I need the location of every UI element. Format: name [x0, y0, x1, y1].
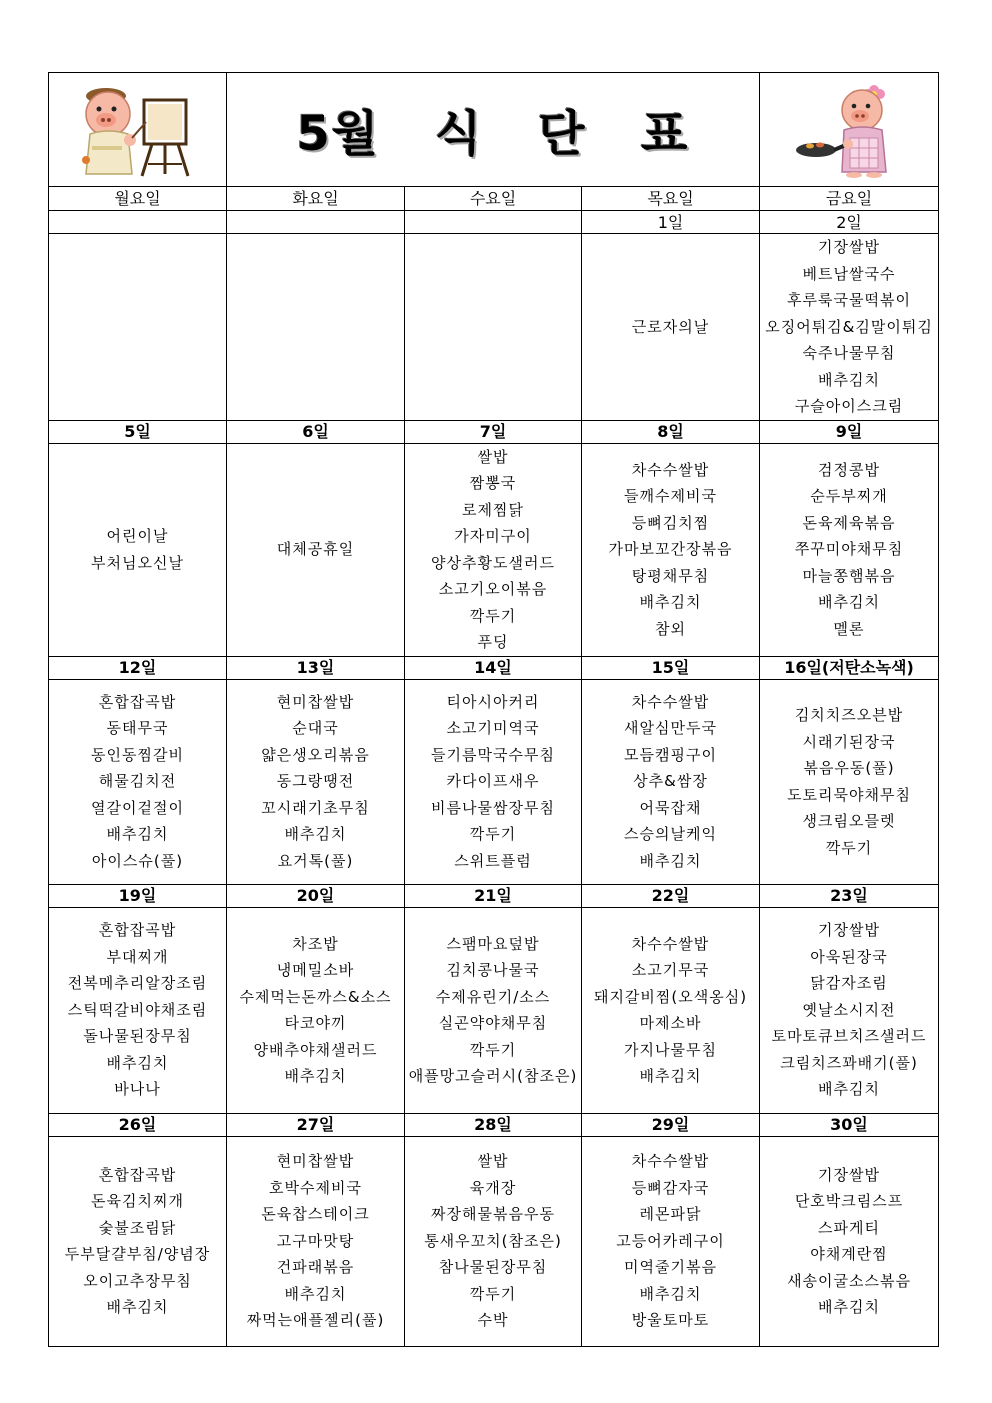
menu-item: 두부달걀부침/양념장	[64, 1245, 211, 1263]
menu-item: 스승의날케익	[624, 825, 717, 844]
menu-item: 차수수쌀밥	[631, 460, 710, 479]
date-cell-wed: 7일	[405, 420, 582, 443]
date-cell-tue: 20일	[227, 884, 405, 907]
menu-item: 해물김치전	[98, 772, 177, 791]
menu-item: 배추김치	[639, 1284, 702, 1303]
menu-item: 카다이프새우	[446, 772, 540, 791]
menu-item: 동그랑땡전	[276, 772, 355, 791]
menu-cell-mon	[49, 1136, 227, 1346]
date-row	[49, 420, 939, 443]
menu-item: 기장쌀밥	[818, 921, 881, 940]
menu-cell-wed	[405, 907, 582, 1113]
menu-item: 동인동찜갈비	[91, 745, 184, 764]
date-row	[49, 656, 939, 679]
menu-item: 타코야끼	[284, 1014, 347, 1032]
menu-item: 깍두기	[469, 1040, 517, 1059]
menu-cell-tue	[227, 234, 405, 421]
menu-item: 배추김치	[106, 1298, 169, 1316]
menu-item: 닭감자조림	[810, 974, 888, 993]
menu-cell-fri	[760, 1136, 939, 1346]
menu-cell-fri	[760, 907, 939, 1113]
menu-item: 오이고추장무침	[83, 1271, 192, 1290]
title-cell	[227, 73, 760, 187]
menu-cell-tue	[227, 443, 405, 656]
menu-item: 참외	[655, 619, 686, 638]
menu-item: 방울토마토	[631, 1311, 710, 1330]
menu-cell-thu	[582, 234, 760, 421]
menu-item: 야채계란찜	[810, 1245, 888, 1263]
menu-item: 짜먹는애플젤리(풀)	[246, 1311, 385, 1330]
date-cell-tue: 13일	[227, 656, 405, 679]
menu-item: 배추김치	[818, 1298, 881, 1316]
menu-item: 깍두기	[469, 606, 517, 625]
menu-item: 소고기오이볶음	[438, 580, 548, 598]
menu-item: 후루룩국물떡볶이	[787, 291, 911, 309]
menu-item: 생크림오믈렛	[802, 812, 896, 830]
date-cell-thu: 15일	[582, 656, 760, 679]
menu-item: 양상추황도샐러드	[431, 553, 555, 572]
menu-item: 구슬아이스크림	[794, 397, 904, 415]
menu-row	[49, 679, 939, 884]
date-cell-mon: 26일	[49, 1113, 227, 1136]
menu-item: 수제먹는돈까스&소스	[239, 987, 392, 1006]
menu-item: 가자미구이	[454, 527, 532, 545]
menu-cell-wed	[405, 443, 582, 656]
menu-item: 어묵잡채	[639, 798, 702, 817]
menu-cell-fri	[760, 679, 939, 884]
menu-item: 김치치즈오븐밥	[794, 706, 904, 724]
date-cell-thu: 8일	[582, 420, 760, 443]
date-cell-mon: 5일	[49, 420, 227, 443]
menu-item: 짬뽕국	[469, 474, 517, 492]
menu-row	[49, 443, 939, 656]
menu-item: 차수수쌀밥	[631, 692, 710, 711]
menu-cell-mon	[49, 234, 227, 421]
menu-item: 소고기무국	[631, 961, 710, 979]
menu-item: 배추김치	[284, 1067, 347, 1085]
menu-item: 마늘쫑햄볶음	[802, 566, 896, 585]
date-cell-wed: 28일	[405, 1113, 582, 1136]
menu-item: 배추김치	[106, 825, 169, 844]
weekday-row	[49, 187, 939, 211]
menu-item: 돼지갈비찜(오색옹심)	[593, 987, 748, 1006]
menu-item: 현미찹쌀밥	[276, 692, 355, 711]
weekday-fri: 금요일	[760, 187, 939, 211]
menu-item: 새알심만두국	[624, 719, 717, 738]
menu-cell-tue	[227, 1136, 405, 1346]
menu-item: 육개장	[469, 1178, 517, 1197]
menu-item: 차조밥	[292, 934, 339, 953]
menu-item: 꼬시래기초무침	[261, 798, 370, 817]
menu-item: 배추김치	[818, 370, 881, 389]
menu-item: 옛날소시지전	[802, 1000, 896, 1019]
menu-item: 비름나물쌈장무침	[431, 798, 555, 817]
menu-item: 배추김치	[284, 825, 347, 844]
menu-item: 푸딩	[477, 633, 509, 651]
menu-item: 부처님오신날	[91, 553, 184, 572]
menu-item: 얇은생오리볶음	[261, 745, 370, 764]
menu-item: 양배추야채샐러드	[253, 1040, 378, 1059]
menu-row	[49, 234, 939, 421]
menu-item: 들기름막국수무침	[431, 745, 555, 764]
menu-cell-thu	[582, 679, 760, 884]
menu-item: 단호박크림스프	[794, 1192, 904, 1210]
menu-item: 동태무국	[106, 719, 169, 738]
date-row	[49, 211, 939, 234]
date-cell-thu: 22일	[582, 884, 760, 907]
date-cell-mon: 12일	[49, 656, 227, 679]
menu-item: 바나나	[114, 1080, 161, 1099]
meal-calendar-table	[48, 72, 939, 1347]
date-cell-fri: 30일	[760, 1113, 939, 1136]
menu-item: 기장쌀밥	[818, 1165, 881, 1184]
menu-item: 참나물된장무침	[438, 1258, 548, 1277]
menu-item: 배추김치	[639, 1067, 702, 1085]
menu-item: 쭈꾸미야채무침	[794, 540, 904, 559]
menu-item: 짜장해물볶음우동	[431, 1205, 555, 1224]
menu-item: 스파게티	[818, 1218, 881, 1237]
menu-item: 배추김치	[106, 1053, 169, 1072]
title-month: 5월	[296, 106, 381, 162]
title-char-2: 단	[538, 106, 587, 162]
date-cell-tue: 27일	[227, 1113, 405, 1136]
menu-item: 기장쌀밥	[818, 238, 881, 256]
menu-item: 차수수쌀밥	[631, 1152, 710, 1171]
menu-item: 어린이날	[106, 527, 169, 545]
menu-item: 현미찹쌀밥	[276, 1152, 355, 1171]
title-char-1: 식	[434, 106, 484, 162]
header-row	[49, 73, 939, 187]
menu-item: 순대국	[292, 719, 339, 738]
menu-item: 열갈이겉절이	[91, 798, 184, 817]
menu-item: 스팸마요덮밥	[446, 934, 540, 953]
menu-item: 혼합잡곡밥	[98, 692, 177, 711]
date-row	[49, 1113, 939, 1136]
menu-item: 미역줄기볶음	[624, 1258, 717, 1277]
menu-item: 도토리묵야채무침	[787, 785, 911, 804]
menu-item: 가마보꼬간장볶음	[608, 540, 733, 559]
menu-row	[49, 907, 939, 1113]
weekday-wed: 수요일	[405, 187, 582, 211]
pig-painter-icon	[78, 82, 198, 178]
menu-item: 돈육김치찌개	[91, 1192, 184, 1210]
menu-row	[49, 1136, 939, 1346]
menu-item: 고등어카레구이	[616, 1231, 725, 1250]
menu-item: 통새우꼬치(참조은)	[424, 1231, 562, 1250]
date-cell-wed: 21일	[405, 884, 582, 907]
menu-item: 검정콩밥	[818, 460, 881, 479]
menu-cell-mon	[49, 907, 227, 1113]
menu-item: 오징어튀김&김말이튀김	[765, 317, 933, 336]
date-cell-thu: 29일	[582, 1113, 760, 1136]
date-cell-fri: 9일	[760, 420, 939, 443]
menu-cell-mon	[49, 443, 227, 656]
date-cell-mon	[49, 211, 227, 234]
menu-item: 가지나물무침	[624, 1040, 717, 1059]
menu-item: 쌀밥	[477, 447, 509, 466]
menu-item: 배추김치	[818, 593, 881, 612]
menu-item: 레몬파닭	[639, 1205, 702, 1224]
menu-item: 숯불조림닭	[98, 1218, 177, 1237]
menu-cell-wed	[405, 679, 582, 884]
header-right-image-cell	[760, 73, 939, 187]
menu-item: 깍두기	[825, 838, 873, 857]
title-char-3: 표	[641, 106, 690, 162]
menu-item: 탕평채무침	[631, 566, 710, 585]
menu-item: 전복메추리알장조림	[67, 974, 208, 993]
menu-cell-thu	[582, 907, 760, 1113]
menu-item: 실곤약야채무침	[438, 1014, 548, 1032]
menu-item: 냉메밀소바	[276, 961, 355, 979]
menu-cell-tue	[227, 679, 405, 884]
menu-item: 들깨수제비국	[624, 487, 717, 506]
menu-item: 차수수쌀밥	[631, 934, 710, 953]
menu-cell-wed	[405, 1136, 582, 1346]
header-left-image-cell	[49, 73, 227, 187]
menu-item: 부대찌개	[106, 947, 169, 966]
menu-item: 순두부찌개	[810, 487, 888, 506]
menu-item: 수박	[477, 1311, 509, 1330]
menu-cell-thu	[582, 1136, 760, 1346]
pig-chef-icon	[794, 80, 904, 180]
date-cell-wed: 14일	[405, 656, 582, 679]
menu-item: 고구마맛탕	[276, 1231, 355, 1250]
date-cell-fri: 16일(저탄소녹색)	[760, 656, 939, 679]
menu-cell-fri	[760, 443, 939, 656]
date-cell-fri: 23일	[760, 884, 939, 907]
menu-cell-fri	[760, 234, 939, 421]
menu-item: 로제찜닭	[462, 500, 524, 519]
menu-item: 모듬캠핑구이	[624, 745, 717, 764]
date-cell-mon: 19일	[49, 884, 227, 907]
weekday-mon: 월요일	[49, 187, 227, 211]
date-cell-tue	[227, 211, 405, 234]
menu-item: 배추김치	[818, 1080, 881, 1099]
date-cell-thu: 1일	[582, 211, 760, 234]
page-title	[227, 95, 759, 164]
menu-item: 아욱된장국	[810, 947, 888, 966]
menu-item: 혼합잡곡밥	[98, 921, 177, 940]
menu-item: 요거톡(풀)	[277, 851, 354, 870]
menu-item: 멜론	[833, 619, 865, 638]
menu-cell-tue	[227, 907, 405, 1113]
menu-item: 애플망고슬러시(참조은)	[408, 1067, 578, 1085]
menu-item: 깍두기	[469, 1284, 517, 1303]
menu-item: 근로자의날	[631, 317, 710, 336]
menu-item: 마제소바	[639, 1014, 702, 1032]
menu-item: 배추김치	[639, 851, 702, 870]
menu-item: 등뼈감자국	[631, 1178, 710, 1197]
menu-item: 깍두기	[469, 825, 517, 844]
menu-item: 스위트플럼	[454, 851, 532, 870]
weekday-thu: 목요일	[582, 187, 760, 211]
menu-item: 호박수제비국	[269, 1178, 362, 1197]
menu-item: 돈육제육볶음	[802, 513, 896, 532]
menu-item: 돈육찹스테이크	[261, 1205, 370, 1224]
menu-item: 수제유린기/소스	[435, 987, 551, 1006]
menu-item: 숙주나물무침	[802, 344, 896, 362]
menu-item: 베트남쌀국수	[802, 264, 896, 283]
date-row	[49, 884, 939, 907]
menu-item: 크림치즈꽈배기(풀)	[780, 1053, 918, 1072]
weekday-tue: 화요일	[227, 187, 405, 211]
menu-cell-thu	[582, 443, 760, 656]
menu-item: 소고기미역국	[446, 719, 540, 738]
menu-item: 쌀밥	[477, 1152, 509, 1171]
menu-item: 티아시아커리	[446, 692, 540, 711]
menu-item: 스틱떡갈비야채조림	[67, 1000, 208, 1019]
menu-cell-mon	[49, 679, 227, 884]
menu-item: 배추김치	[284, 1284, 347, 1303]
menu-item: 배추김치	[639, 593, 702, 612]
menu-item: 토마토큐브치즈샐러드	[771, 1027, 927, 1046]
menu-item: 김치콩나물국	[446, 961, 540, 979]
date-cell-wed	[405, 211, 582, 234]
menu-item: 건파래볶음	[276, 1258, 355, 1277]
menu-item: 아이스슈(풀)	[91, 851, 184, 870]
menu-item: 상추&쌈장	[633, 772, 708, 791]
menu-item: 등뼈김치찜	[631, 513, 710, 532]
menu-item: 시래기된장국	[802, 732, 896, 751]
date-cell-tue: 6일	[227, 420, 405, 443]
menu-item: 새송이굴소스볶음	[787, 1271, 911, 1290]
date-cell-fri: 2일	[760, 211, 939, 234]
menu-item: 볶음우동(풀)	[803, 759, 895, 777]
menu-cell-wed	[405, 234, 582, 421]
menu-item: 돌나물된장무침	[83, 1027, 192, 1046]
menu-item: 대체공휴일	[276, 540, 355, 559]
menu-item: 혼합잡곡밥	[98, 1165, 177, 1184]
